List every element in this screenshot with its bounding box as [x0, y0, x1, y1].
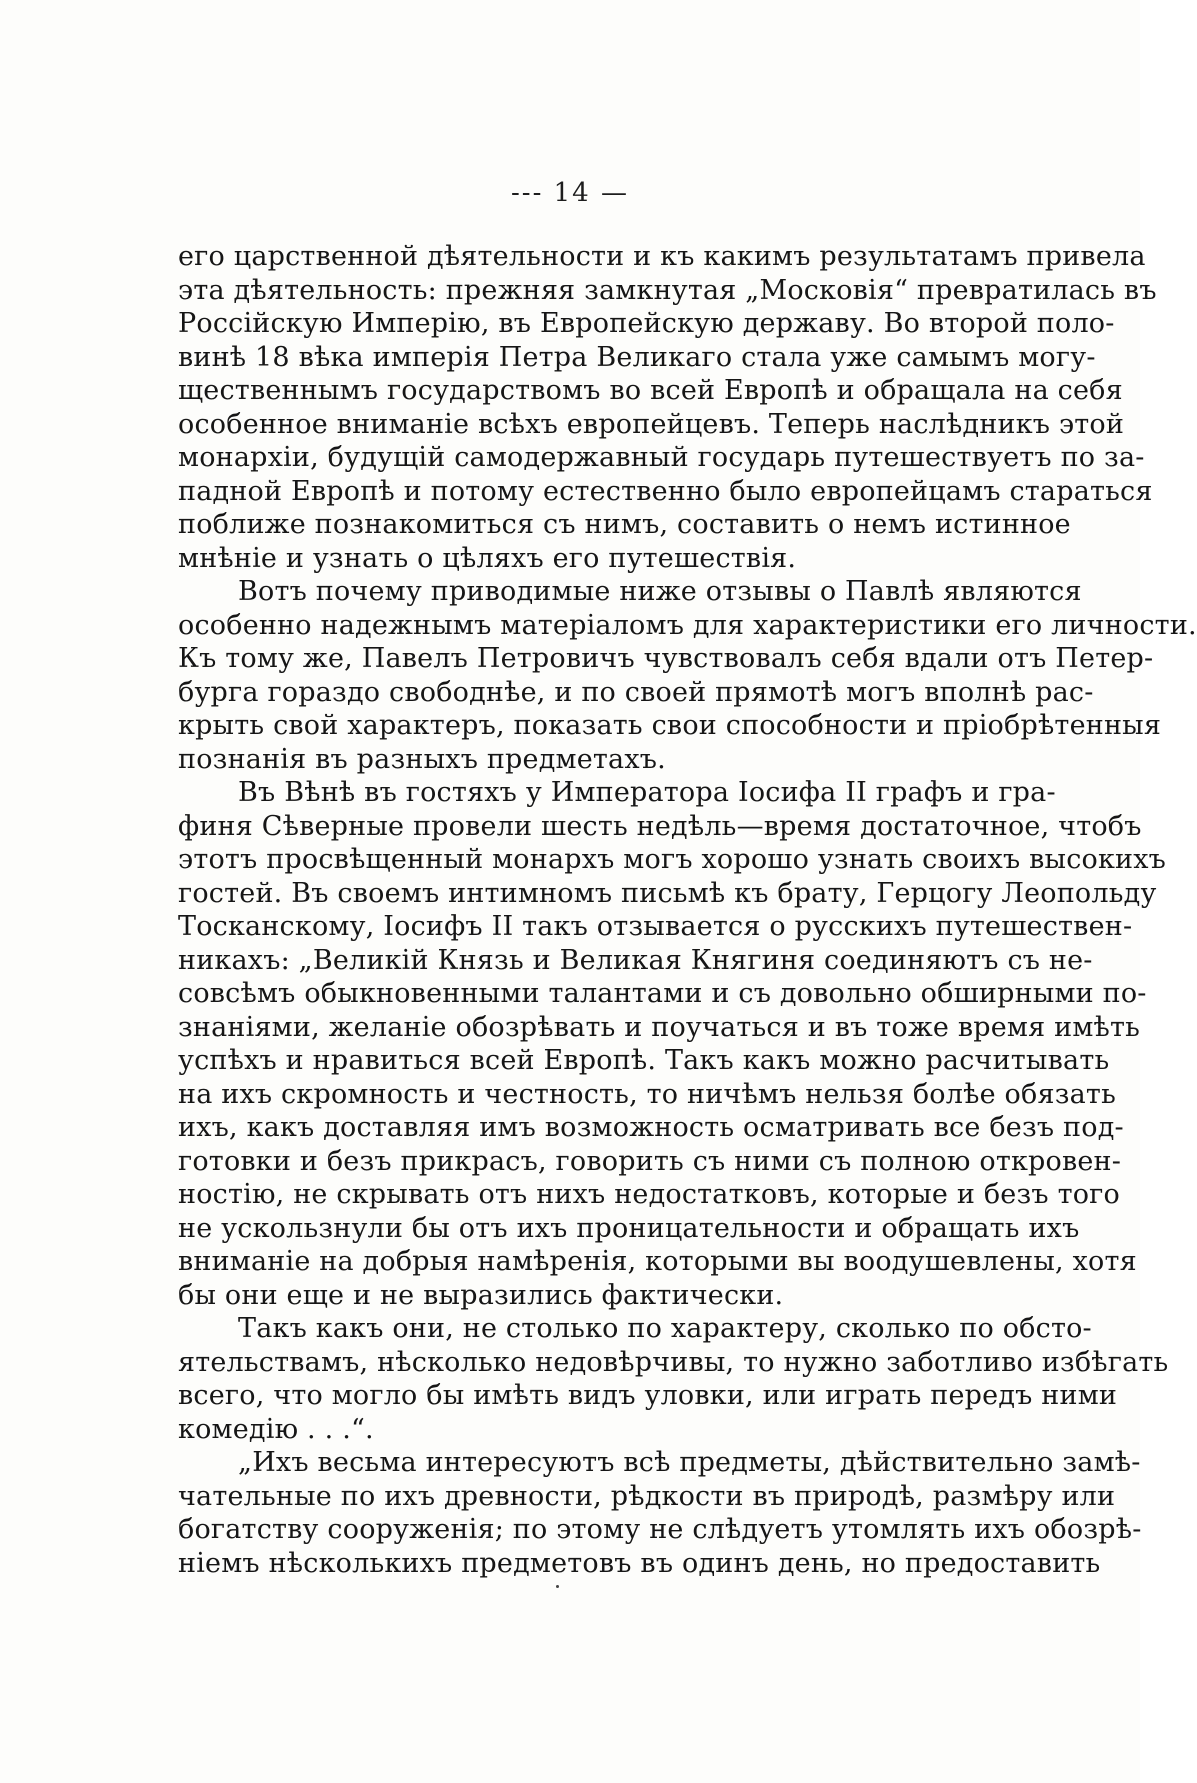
text-line: падной Европѣ и потому естественно было европейцамъ стараться — [178, 475, 1153, 507]
text-line: всего, что могло бы имѣть видъ уловки, или играть передъ ними — [178, 1380, 1118, 1411]
text-line: Въ Вѣнѣ въ гостяхъ у Императора Іосифа II графъ и гра- — [238, 777, 1056, 808]
text-line: бы они еще и не выразились фактически. — [178, 1279, 784, 1311]
text-line: „Ихъ весьма интересуютъ всѣ предметы, дѣйствительно замѣ- — [238, 1447, 1141, 1478]
text-line: ностію, не скрывать отъ нихъ недостатковъ, которые и безъ того — [178, 1179, 1120, 1210]
text-line: знаніями, желаніе обозрѣвать и поучаться и въ тоже время имѣть — [178, 1011, 1141, 1043]
text-line: на ихъ скромность и честность, то ничѣмъ нельзя болѣе обязать — [178, 1078, 1116, 1110]
text-line: Вотъ почему приводимые ниже отзывы о Павлѣ являются — [238, 576, 1082, 607]
text-line: этотъ просвѣщенный монархъ могъ хорошо узнать своихъ высокихъ — [178, 844, 1167, 875]
text-line: его царственной дѣятельности и къ какимъ результатамъ привела — [178, 241, 1146, 272]
paragraph-3 — [178, 776, 1167, 1312]
text-line: Россійскую Имперію, въ Европейскую державу. Во второй поло- — [178, 308, 1115, 339]
text-line: Къ тому же, Павелъ Петровичъ чувствовалъ себя вдали отъ Петер- — [178, 643, 1154, 674]
paragraph-4 — [178, 1312, 1169, 1446]
text-line: никахъ: „Великій Князь и Великая Княгиня соединяютъ съ не- — [178, 944, 1093, 976]
text-line: комедію . . .“. — [178, 1413, 374, 1445]
text-line: поближе познакомиться съ нимъ, составить о немъ истинное — [178, 509, 1071, 540]
text-line: ятельствамъ, нѣсколько недовѣрчивы, то нужно заботливо избѣгать — [178, 1346, 1169, 1378]
text-line: эта дѣятельность: прежняя замкнутая „Московія“ превратилась въ — [178, 274, 1157, 306]
text-line: особенное вниманіе всѣхъ европейцевъ. Теперь наслѣдникъ этой — [178, 408, 1125, 440]
text-line: готовки и безъ прикрасъ, говорить съ ними съ полною откровен- — [178, 1145, 1122, 1177]
paragraph-1 — [178, 240, 1157, 575]
text-line: познанія въ разныхъ предметахъ. — [178, 743, 666, 775]
text-line: не ускользнули бы отъ ихъ проницательности и обращать ихъ — [178, 1212, 1080, 1244]
body-text — [178, 240, 1197, 1580]
text-line: винѣ 18 вѣка имперія Петра Великаго стала уже самымъ могу- — [178, 341, 1096, 373]
print-speck — [556, 1585, 559, 1588]
text-line: монархіи, будущій самодержавный государь путешествуетъ по за- — [178, 442, 1145, 473]
text-line: гостей. Въ своемъ интимномъ письмѣ къ брату, Герцогу Леопольду — [178, 877, 1157, 909]
text-line: ихъ, какъ доставляя имъ возможность осматривать все безъ под- — [178, 1112, 1124, 1143]
text-line: совсѣмъ обыкновенными талантами и съ довольно обширными по- — [178, 978, 1147, 1009]
page-number: --- 14 — — [511, 178, 629, 208]
text-line: богатству сооруженія; по этому не слѣдуетъ утомлять ихъ обозрѣ- — [178, 1514, 1142, 1545]
paragraph-2 — [178, 575, 1197, 776]
text-line: особенно надежнымъ матеріаломъ для характеристики его личности. — [178, 609, 1197, 641]
text-line: крыть свой характеръ, показать свои способности и пріобрѣтенныя — [178, 710, 1162, 741]
text-line: Такъ какъ они, не столько по характеру, сколько по обсто- — [238, 1313, 1092, 1344]
text-line: бурга гораздо свободнѣе, и по своей прямотѣ могъ вполнѣ рас- — [178, 676, 1094, 708]
text-line: ніемъ нѣсколькихъ предметовъ въ одинъ день, но предоставить — [178, 1547, 1101, 1579]
text-line: чательные по ихъ древности, рѣдкости въ природѣ, размѣру или — [178, 1480, 1116, 1512]
text-line: Тосканскому, Іосифъ II такъ отзывается о русскихъ путешествен- — [178, 911, 1133, 942]
text-line: щественнымъ государствомъ во всей Европѣ и обращала на себя — [178, 375, 1123, 406]
paragraph-5 — [178, 1446, 1142, 1580]
text-line: мнѣніе и узнать о цѣляхъ его путешествія. — [178, 542, 797, 574]
text-line: успѣхъ и нравиться всей Европѣ. Такъ какъ можно расчитывать — [178, 1045, 1110, 1076]
text-line: вниманіе на добрыя намѣренія, которыми вы воодушевлены, хотя — [178, 1246, 1137, 1277]
text-line: финя Сѣверные провели шесть недѣль—время достаточное, чтобъ — [178, 810, 1142, 842]
